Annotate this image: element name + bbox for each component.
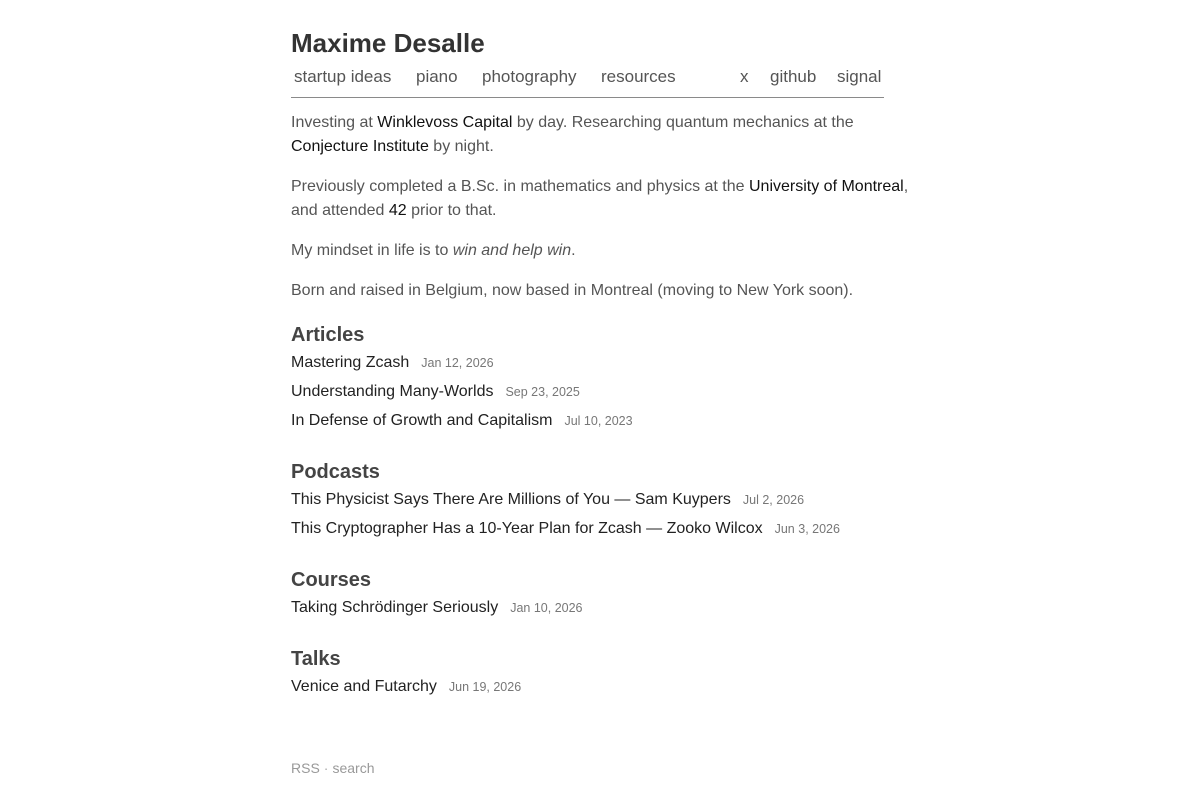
talks-list — [291, 677, 911, 706]
list-item — [291, 353, 911, 382]
section-heading-courses: Courses — [291, 569, 372, 591]
post-date: Jul 10, 2023 — [564, 414, 633, 428]
section-heading-articles: Articles — [291, 324, 365, 346]
top-nav — [291, 60, 884, 98]
article-link[interactable]: Mastering Zcash — [291, 354, 410, 371]
talk-link[interactable]: Venice and Futarchy — [291, 678, 437, 695]
post-date: Jul 2, 2026 — [742, 493, 805, 507]
section-heading-podcasts: Podcasts — [291, 461, 380, 483]
post-date: Jun 19, 2026 — [448, 680, 522, 694]
list-item — [291, 490, 911, 519]
bio-paragraph-work — [291, 111, 911, 159]
search-link[interactable]: search — [332, 760, 375, 776]
bio-paragraph-location: Born and raised in Belgium, now based in Montreal (moving to New York soon). — [291, 282, 854, 299]
link-conjecture-institute[interactable]: Conjecture Institute — [291, 138, 429, 155]
link-42[interactable]: 42 — [388, 202, 407, 219]
bio-paragraph-mindset — [291, 239, 911, 263]
post-date: Jan 12, 2026 — [421, 356, 494, 370]
bio-text: by day. Researching quantum mechanics at the — [512, 114, 854, 131]
page-container — [291, 26, 911, 776]
bio-text: . — [571, 242, 576, 259]
nav-link-startup-ideas[interactable]: startup ideas — [294, 67, 392, 86]
bio-text: Previously completed a B.Sc. in mathematics and physics at the — [291, 178, 749, 195]
list-item — [291, 598, 911, 627]
bio-paragraph-education — [291, 175, 911, 223]
courses-list — [291, 598, 911, 627]
nav-link-piano[interactable]: piano — [416, 67, 458, 86]
bio-text: , and attended — [291, 178, 909, 219]
list-item — [291, 519, 911, 548]
post-date: Sep 23, 2025 — [505, 385, 580, 399]
list-item — [291, 411, 911, 440]
podcast-link[interactable]: This Physicist Says There Are Millions of You — Sam Kuypers — [291, 491, 731, 508]
rss-link[interactable]: RSS — [291, 760, 320, 776]
bio-text: Investing at — [291, 114, 378, 131]
article-link[interactable]: Understanding Many-Worlds — [291, 383, 494, 400]
nav-link-photography[interactable]: photography — [482, 67, 577, 86]
bio-text: prior to that. — [406, 202, 497, 219]
nav-link-x[interactable]: x — [740, 67, 749, 86]
podcast-link[interactable]: This Cryptographer Has a 10-Year Plan for Zcash — Zooko Wilcox — [291, 520, 763, 537]
article-link[interactable]: In Defense of Growth and Capitalism — [291, 412, 553, 429]
mindset-emphasis: win and help win — [452, 242, 572, 259]
articles-list — [291, 353, 911, 440]
nav-link-resources[interactable]: resources — [601, 67, 676, 86]
nav-link-github[interactable]: github — [770, 67, 817, 86]
post-date: Jan 10, 2026 — [510, 601, 583, 615]
nav-link-signal[interactable]: signal — [837, 67, 882, 86]
bio-text: by night. — [428, 138, 494, 155]
list-item — [291, 382, 911, 411]
bio-text: My mindset in life is to — [291, 242, 453, 259]
footer-separator: · — [323, 760, 329, 776]
footer — [291, 760, 911, 776]
list-item — [291, 677, 911, 706]
podcasts-list — [291, 490, 911, 548]
link-university-of-montreal[interactable]: University of Montreal — [749, 178, 904, 195]
link-winklevoss-capital[interactable]: Winklevoss Capital — [377, 114, 513, 131]
site-title: Maxime Desalle — [291, 28, 485, 58]
section-heading-talks: Talks — [291, 648, 341, 670]
post-date: Jun 3, 2026 — [774, 522, 840, 536]
course-link[interactable]: Taking Schrödinger Seriously — [291, 599, 499, 616]
